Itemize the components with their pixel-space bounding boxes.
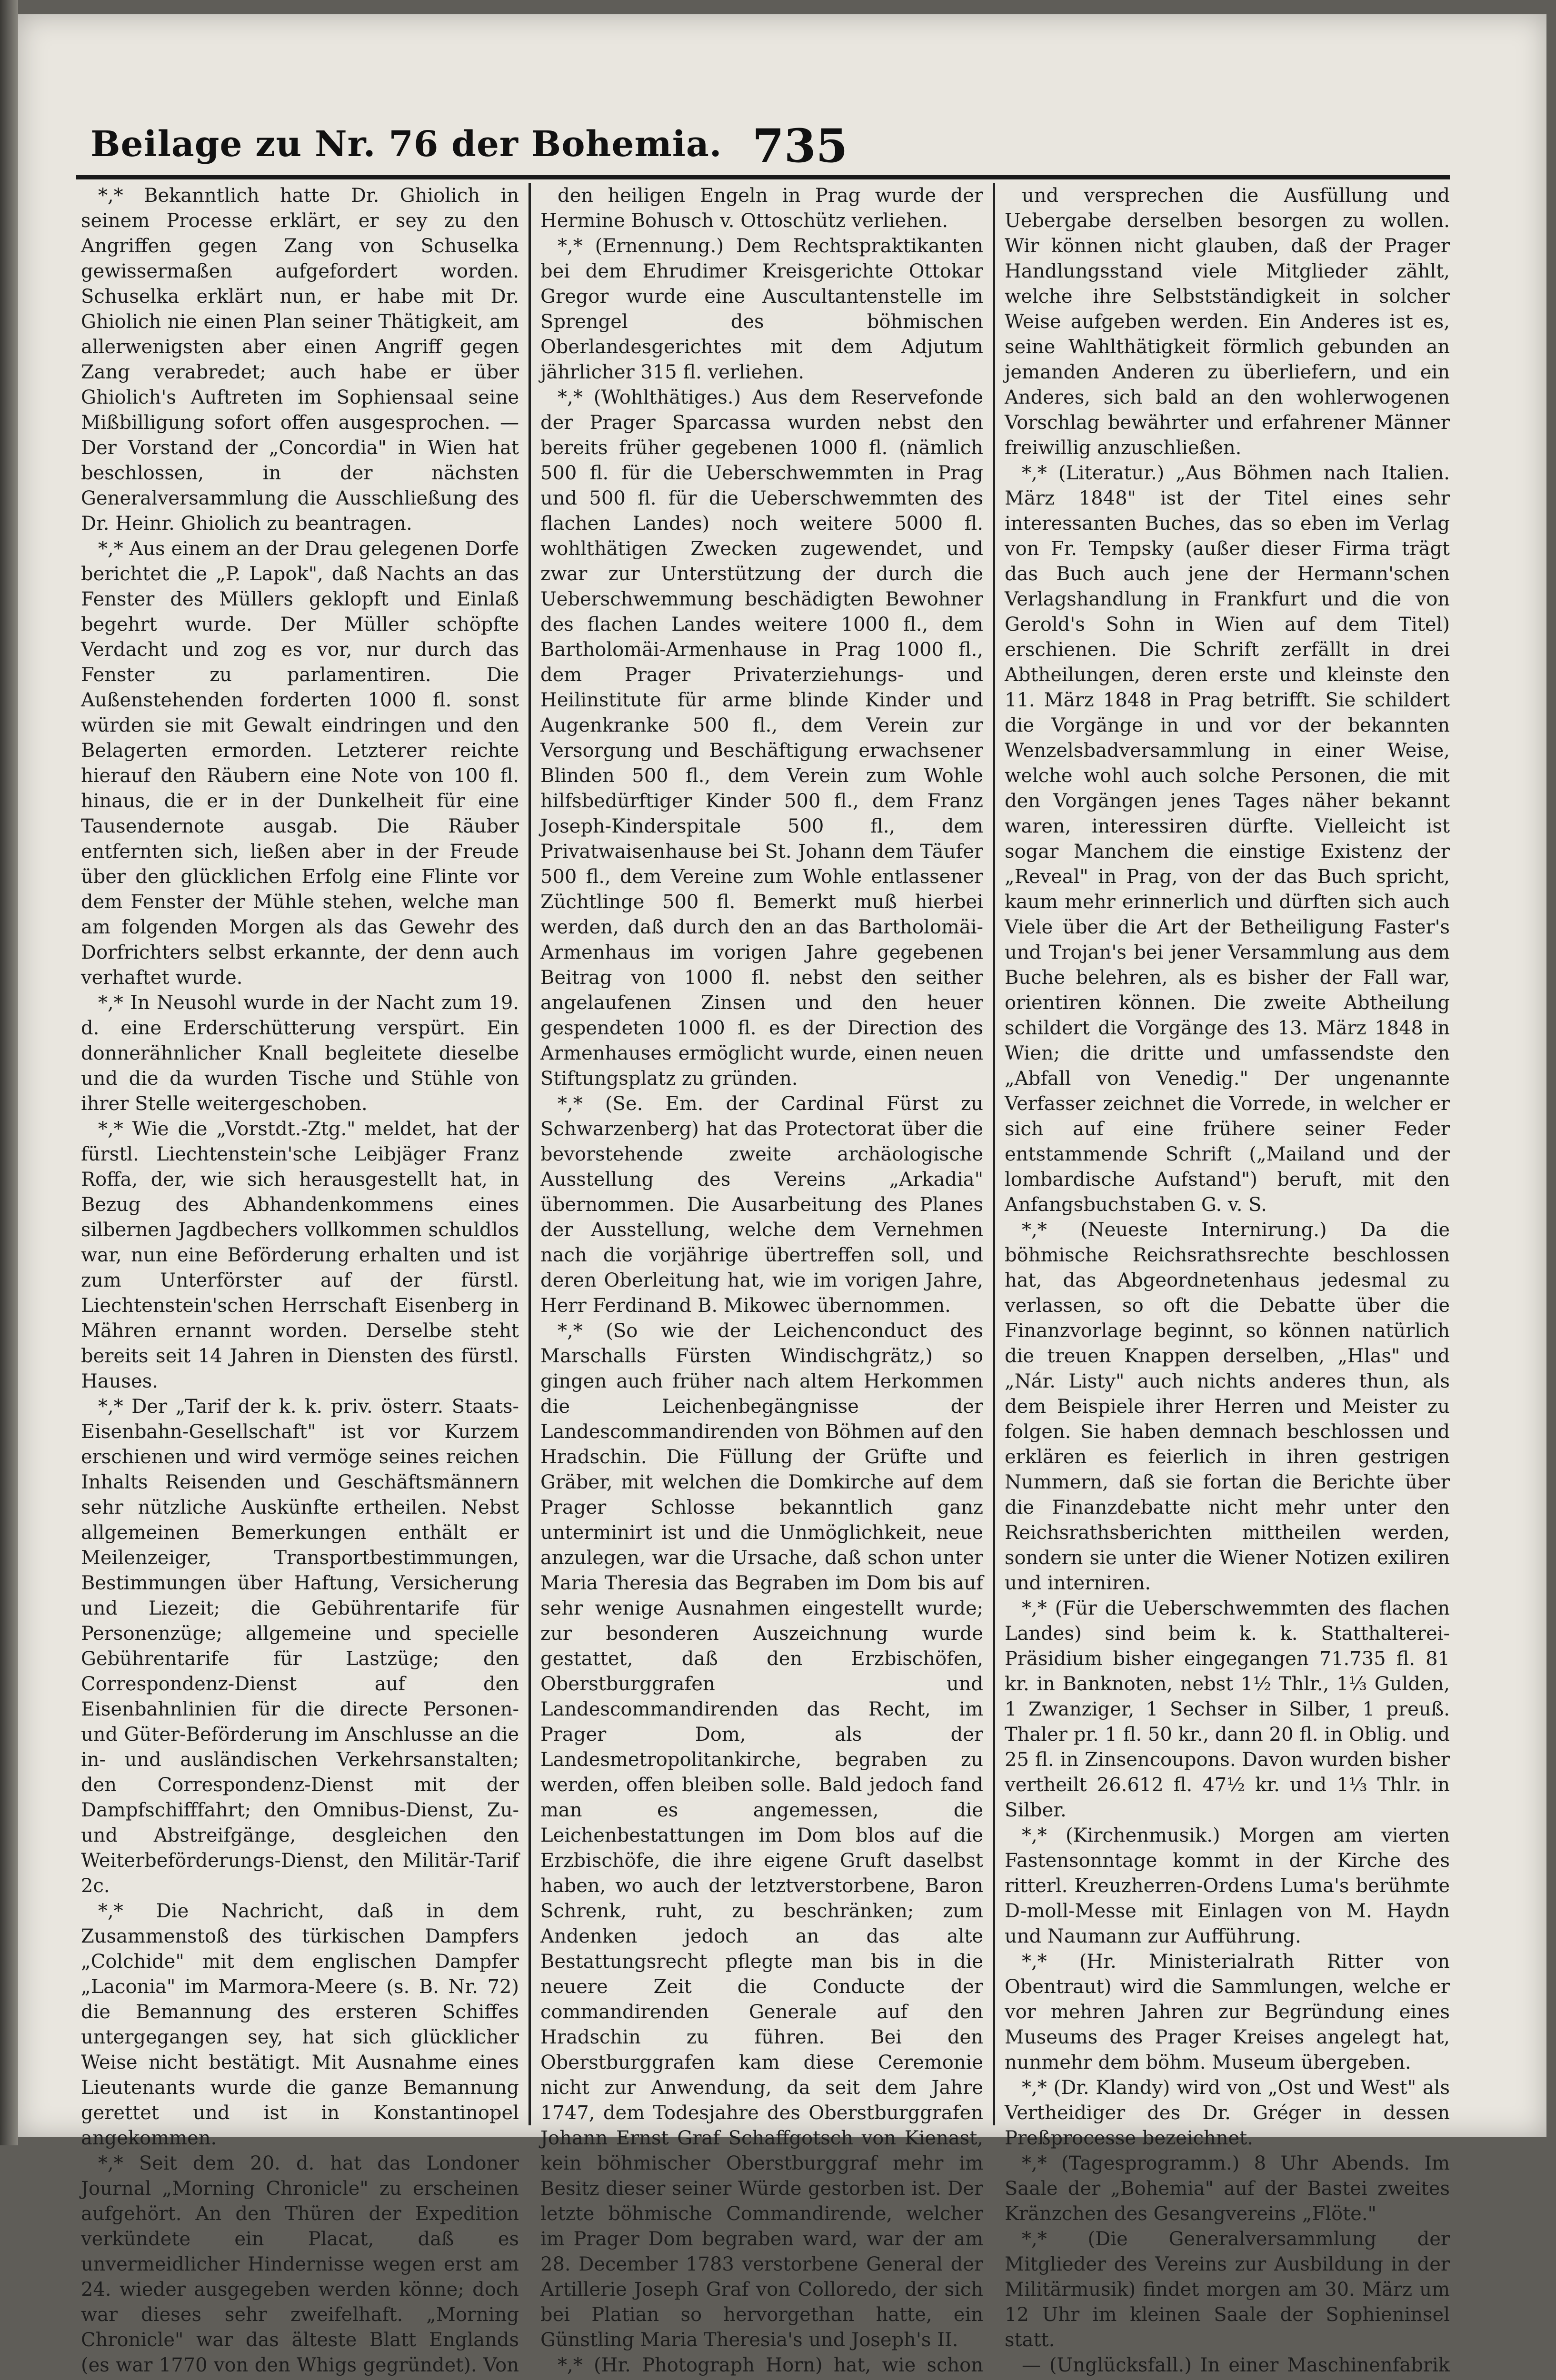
article-paragraph: *,* (Hr. Photograph Horn) hat, wie schon bbox=[558, 2354, 983, 2376]
article-paragraph: *,* (So wie der Leichenconduct des Marschalls Fürsten Windischgrätz,) so gingen auch früher nach altem Herkommen die Leichenbegängnisse der Landescommandirenden von Böhmen auf den Hradschin. Die Füllung der Grüfte und Gräber, mit welchen die Domkirche auf dem Prager Schlosse bekanntlich ganz unterminirt ist und die Unmöglichkeit, neue anzulegen, war die Ursache, daß schon unter Maria Theresia das Begraben im Dom bis auf sehr wenige Ausnahmen eingestellt wurde; zur besonderen Auszeichnung wurde gestattet, daß den Erzbischöfen, Oberstburggrafen und Landescommandirenden das Recht, im Prager Dom, als der Landesmetropolitankirche, begraben zu werden, offen bleiben solle. Bald jedoch fand man es angemessen, die Leichenbestattungen im Dom blos auf die Erzbischöfe, die ihre eigene Gruft daselbst haben, wo auch der letztverstorbene, Baron Schrenk, ruht, zu beschränken; zum Andenken jedoch an das alte Bestattungsrecht pflegte man bis in die neuere Zeit die Conducte der commandirenden Generale auf den Hradschin zu führen. Bei den Oberstburggrafen kam diese Ceremonie nicht zur Anwendung, da seit dem Jahre 1747, dem Todesjahre des Oberstburggrafen Johann Ernst Graf Schaffgotsch von Kienast, kein böhmischer Oberstburggraf mehr im Besitz dieser seiner Würde gestorben ist. Der letzte böhmische Commandirende, welcher im Prager Dom begraben ward, war der am 28. December 1783 verstorbene General der Artillerie Joseph Graf von Colloredo, der sich bei Platian so hervorgethan hatte, ein Günstling Maria Theresia's und Joseph's II. bbox=[540, 1320, 983, 2351]
article-paragraph: *,* (Wohlthätiges.) Aus dem Reservefonde der Prager Sparcassa wurden nebst den bereits früher gegebenen 1000 fl. (nämlich 500 fl. für die Ueberschwemmten in Prag und 500 fl. für die Ueberschwemmten des flachen Landes) noch weitere 5000 fl. wohlthätigen Zwecken zugewendet, und zwar zur Unterstützung der durch die Ueberschwemmung beschädigten Bewohner des flachen Landes weitere 1000 fl., dem Bartholomäi-Armenhause in Prag 1000 fl., dem Prager Privaterziehungs- und Heilinstitute für arme blinde Kinder und Augenkranke 500 fl., dem Verein zur Versorgung und Beschäftigung erwachsener Blinden 500 fl., dem Verein zum Wohle hilfsbedürftiger Kinder 500 fl., dem Franz Joseph-Kinderspitale 500 fl., dem Privatwaisenhause bei St. Johann dem Täufer 500 fl., dem Vereine zum Wohle entlassener Züchtlinge 500 fl. Bemerkt muß hierbei werden, daß durch den an das Bartholomäi-Armenhaus im vorigen Jahre gegebenen Beitrag von 1000 fl. nebst den seither angelaufenen Zinsen und den heuer gespendeten 1000 fl. es der Direction des Armenhauses ermöglicht wurde, einen neuen Stiftungsplatz zu gründen. bbox=[540, 387, 983, 1090]
article-paragraph: den heiligen Engeln in Prag wurde der Hermine Bohusch v. Ottoschütz verliehen. bbox=[540, 185, 983, 232]
article-paragraph: *,* Seit dem 20. d. hat das Londoner Journal „Morning Chronicle" zu erscheinen aufgehört. An den Thüren der Expedition verkündete ein Placat, daß es unvermeidlicher Hindernisse wegen erst am 24. wieder ausgegeben werden könne; doch war dieses sehr zweifelhaft. „Morning Chronicle" war das älteste Blatt Englands (es war 1770 von den Whigs gegründet). Von bbox=[81, 2152, 519, 2376]
article-paragraph: *,* (Se. Em. der Cardinal Fürst zu Schwarzenberg) hat das Protectorat über die bevorstehende zweite archäologische Ausstellung des Vereins „Arkadia" übernommen. Die Ausarbeitung des Planes der Ausstellung, welche dem Vernehmen nach die vorjährige übertreffen soll, und deren Oberleitung hat, wie im vorigen Jahre, Herr Ferdinand B. Mikowec übernommen. bbox=[540, 1093, 983, 1317]
article-paragraph: *,* (Neueste Internirung.) Da die böhmische Reichsrathsrechte beschlossen hat, das Abgeordnetenhaus jedesmal zu verlassen, so oft die Debatte über die Finanzvorlage beginnt, so können natürlich die treuen Knappen derselben, „Hlas" und „Nár. Listy" auch nichts anderes thun, als dem Beispiele ihrer Herren und Meister zu folgen. Sie haben demnach beschlossen und erklären es feierlich in ihren gestrigen Nummern, daß sie fortan die Berichte über die Finanzdebatte nicht mehr unter den Reichsrathsberichten mittheilen werden, sondern sie unter die Wiener Notizen exiliren und interniren. bbox=[1005, 1219, 1450, 1594]
article-paragraph: und versprechen die Ausfüllung und Uebergabe derselben besorgen zu wollen. Wir können nicht glauben, daß der Prager Handlungsstand viele Mitglieder zählt, welche ihre Selbstständigkeit in solcher Weise aufgeben werden. Ein Anderes ist es, seine Wahlthätigkeit förmlich gebunden an jemanden Anderen zu überliefern, und ein Anderes, sich bald an den wohlerwogenen Vorschlag bewährter und erfahrener Männer freiwillig anzuschließen. bbox=[1005, 185, 1450, 459]
header-rule bbox=[76, 175, 1450, 179]
article-paragraph: *,* (Ernennung.) Dem Rechtspraktikanten bei dem Ehrudimer Kreisgerichte Ottokar Gregor wurde eine Auscultantenstelle im Sprengel des böhmischen Oberlandesgerichtes mit dem Adjutum jährlicher 315 fl. verliehen. bbox=[540, 235, 983, 383]
article-paragraph: *,* (Für die Ueberschwemmten des flachen Landes) sind beim k. k. Statthalterei-Präsidium bisher eingegangen 71.735 fl. 81 kr. in Banknoten, nebst 1½ Thlr., 1⅓ Gulden, 1 Zwanziger, 1 Sechser in Silber, 1 preuß. Thaler pr. 1 fl. 50 kr., dann 20 fl. in Oblig. und 25 fl. in Zinsencoupons. Davon wurden bisher vertheilt 26.612 fl. 47½ kr. und 1⅓ Thlr. in Silber. bbox=[1005, 1597, 1450, 1821]
page-number: 735 bbox=[752, 119, 848, 173]
article-paragraph: *,* (Dr. Klandy) wird von „Ost und West" als Vertheidiger des Dr. Gréger in dessen Preßprocesse bezeichnet. bbox=[1005, 2077, 1450, 2149]
page-fold-shadow bbox=[0, 0, 18, 2145]
article-paragraph: *,* (Kirchenmusik.) Morgen am vierten Fastensonntage kommt in der Kirche des ritterl. Kreuzherren-Ordens Luma's berühmte D-moll-Messe mit Einlagen von M. Haydn und Naumann zur Aufführung. bbox=[1005, 1825, 1450, 1947]
column-2 bbox=[540, 183, 983, 2376]
article-paragraph: *,* Bekanntlich hatte Dr. Ghiolich in seinem Processe erklärt, er sey zu den Angriffen gegen Zang von Schuselka gewissermaßen aufgefordert worden. Schuselka erklärt nun, er habe mit Dr. Ghiolich nie einen Plan seiner Thätigkeit, am allerwenigsten aber einen Angriff gegen Zang verabredet; auch habe er über Ghiolich's Auftreten im Sophiensaal seine Mißbilligung sofort offen ausgesprochen. — Der Vorstand der „Concordia" in Wien hat beschlossen, in der nächsten Generalversammlung die Ausschließung des Dr. Heinr. Ghiolich zu beantragen. bbox=[81, 185, 519, 535]
supplement-title: Beilage zu Nr. 76 der Bohemia. bbox=[90, 124, 722, 165]
column-divider bbox=[529, 183, 531, 2125]
article-paragraph: *,* Der „Tarif der k. k. priv. österr. Staats-Eisenbahn-Gesellschaft" ist vor Kurzem erschienen und wird vermöge seines reichen Inhalts Reisenden und Geschäftsmännern sehr nützliche Auskünfte ertheilen. Nebst allgemeinen Bemerkungen enthält er Meilenzeiger, Transportbestimmungen, Bestimmungen über Haftung, Versicherung und Liezeit; die Gebührentarife für Personenzüge; allgemeine und specielle Gebührentarife für Lastzüge; den Correspondenz-Dienst auf den Eisenbahnlinien für die directe Personen- und Güter-Beförderung im Anschlusse an die in- und ausländischen Verkehrsanstalten; den Correspondenz-Dienst mit der Dampfschifffahrt; den Omnibus-Dienst, Zu- und Abstreifgänge, desgleichen den Weiterbeförderungs-Dienst, den Militär-Tarif 2c. bbox=[81, 1396, 519, 1897]
article-paragraph: *,* Wie die „Vorstdt.-Ztg." meldet, hat der fürstl. Liechtenstein'sche Leibjäger Franz Roffa, der, wie sich herausgestellt hat, in Bezug des Abhandenkommens eines silbernen Jagdbechers vollkommen schuldlos war, nun eine Beförderung erhalten und ist zum Unterförster auf der fürstl. Liechtenstein'schen Herrschaft Eisenberg in Mähren ernannt worden. Derselbe steht bereits seit 14 Jahren in Diensten des fürstl. Hauses. bbox=[81, 1118, 519, 1392]
column-divider bbox=[993, 183, 995, 2125]
article-paragraph: *,* In Neusohl wurde in der Nacht zum 19. d. eine Erderschütterung verspürt. Ein donnerähnlicher Knall begleitete dieselbe und die da wurden Tische und Stühle von ihrer Stelle weitergeschoben. bbox=[81, 992, 519, 1115]
article-paragraph: *,* Aus einem an der Drau gelegenen Dorfe berichtet die „P. Lapok", daß Nachts an das Fenster des Müllers geklopft und Einlaß begehrt wurde. Der Müller schöpfte Verdacht und zog es vor, nur durch das Fenster zu parlamentiren. Die Außenstehenden forderten 1000 fl. sonst würden sie mit Gewalt eindringen und den Belagerten ermorden. Letzterer reichte hierauf den Räubern eine Note von 100 fl. hinaus, die er in der Dunkelheit für eine Tausendernote ausgab. Die Räuber entfernten sich, ließen aber in der Freude über den glücklichen Erfolg eine Flinte vor dem Fenster der Mühle stehen, welche man am folgenden Morgen als das Gewehr des Dorfrichters selbst erkannte, der denn auch verhaftet wurde. bbox=[81, 538, 519, 989]
column-1 bbox=[81, 183, 519, 2376]
article-paragraph: *,* (Hr. Ministerialrath Ritter von Obentraut) wird die Sammlungen, welche er vor mehren Jahren zur Begründung eines Museums des Prager Kreises angelegt hat, nunmehr dem böhm. Museum übergeben. bbox=[1005, 1951, 1450, 2073]
article-paragraph: *,* (Literatur.) „Aus Böhmen nach Italien. März 1848" ist der Titel eines sehr interessanten Buches, das so eben im Verlag von Fr. Tempsky (außer dieser Firma trägt das Buch auch jene der Hermann'schen Verlagshandlung in Frankfurt und die von Gerold's Sohn in Wien auf dem Titel) erschienen. Die Schrift zerfällt in drei Abtheilungen, deren erste und kleinste den 11. März 1848 in Prag betrifft. Sie schildert die Vorgänge in und vor der bekannten Wenzelsbadversammlung in einer Weise, welche wohl auch solche Personen, die mit den Vorgängen jenes Tages näher bekannt waren, interessiren dürfte. Vielleicht ist sogar Manchem die einstige Existenz der „Reveal" in Prag, von der das Buch spricht, kaum mehr erinnerlich und dürften sich auch Viele über die Art der Betheiligung Faster's und Trojan's bei jener Versammlung aus dem Buche belehren, als es bisher der Fall war, orientiren können. Die zweite Abtheilung schildert die Vorgänge des 13. März 1848 in Wien; die dritte und umfassendste den „Abfall von Venedig." Der ungenannte Verfasser zeichnet die Vorrede, in welcher er sich auf eine frühere seiner Feder entstammende Schrift („Mailand und der lombardische Aufstand") beruft, mit den Anfangsbuchstaben G. v. S. bbox=[1005, 462, 1450, 1216]
article-paragraph: *,* Die Nachricht, daß in dem Zusammenstoß des türkischen Dampfers „Colchide" mit dem englischen Dampfer „Laconia" im Marmora-Meere (s. B. Nr. 72) die Bemannung des ersteren Schiffes untergegangen sey, hat sich glücklicher Weise nicht bestätigt. Mit Ausnahme eines Lieutenants wurde die ganze Bemannung gerettet und ist in Konstantinopel angekommen. bbox=[81, 1900, 519, 2149]
article-paragraph: — (Unglücksfall.) In einer Maschinenfabrik bbox=[1022, 2354, 1450, 2376]
article-paragraph: *,* (Die Generalversammlung der Mitglieder des Vereins zur Ausbildung in der Militärmusik) findet morgen am 30. März um 12 Uhr im kleinen Saale der Sophieninsel statt. bbox=[1005, 2228, 1450, 2351]
article-paragraph: *,* (Tagesprogramm.) 8 Uhr Abends. Im Saale der „Bohemia" auf der Bastei zweites Kränzchen des Gesangvereins „Flöte." bbox=[1005, 2152, 1450, 2225]
column-3 bbox=[1005, 183, 1450, 2376]
